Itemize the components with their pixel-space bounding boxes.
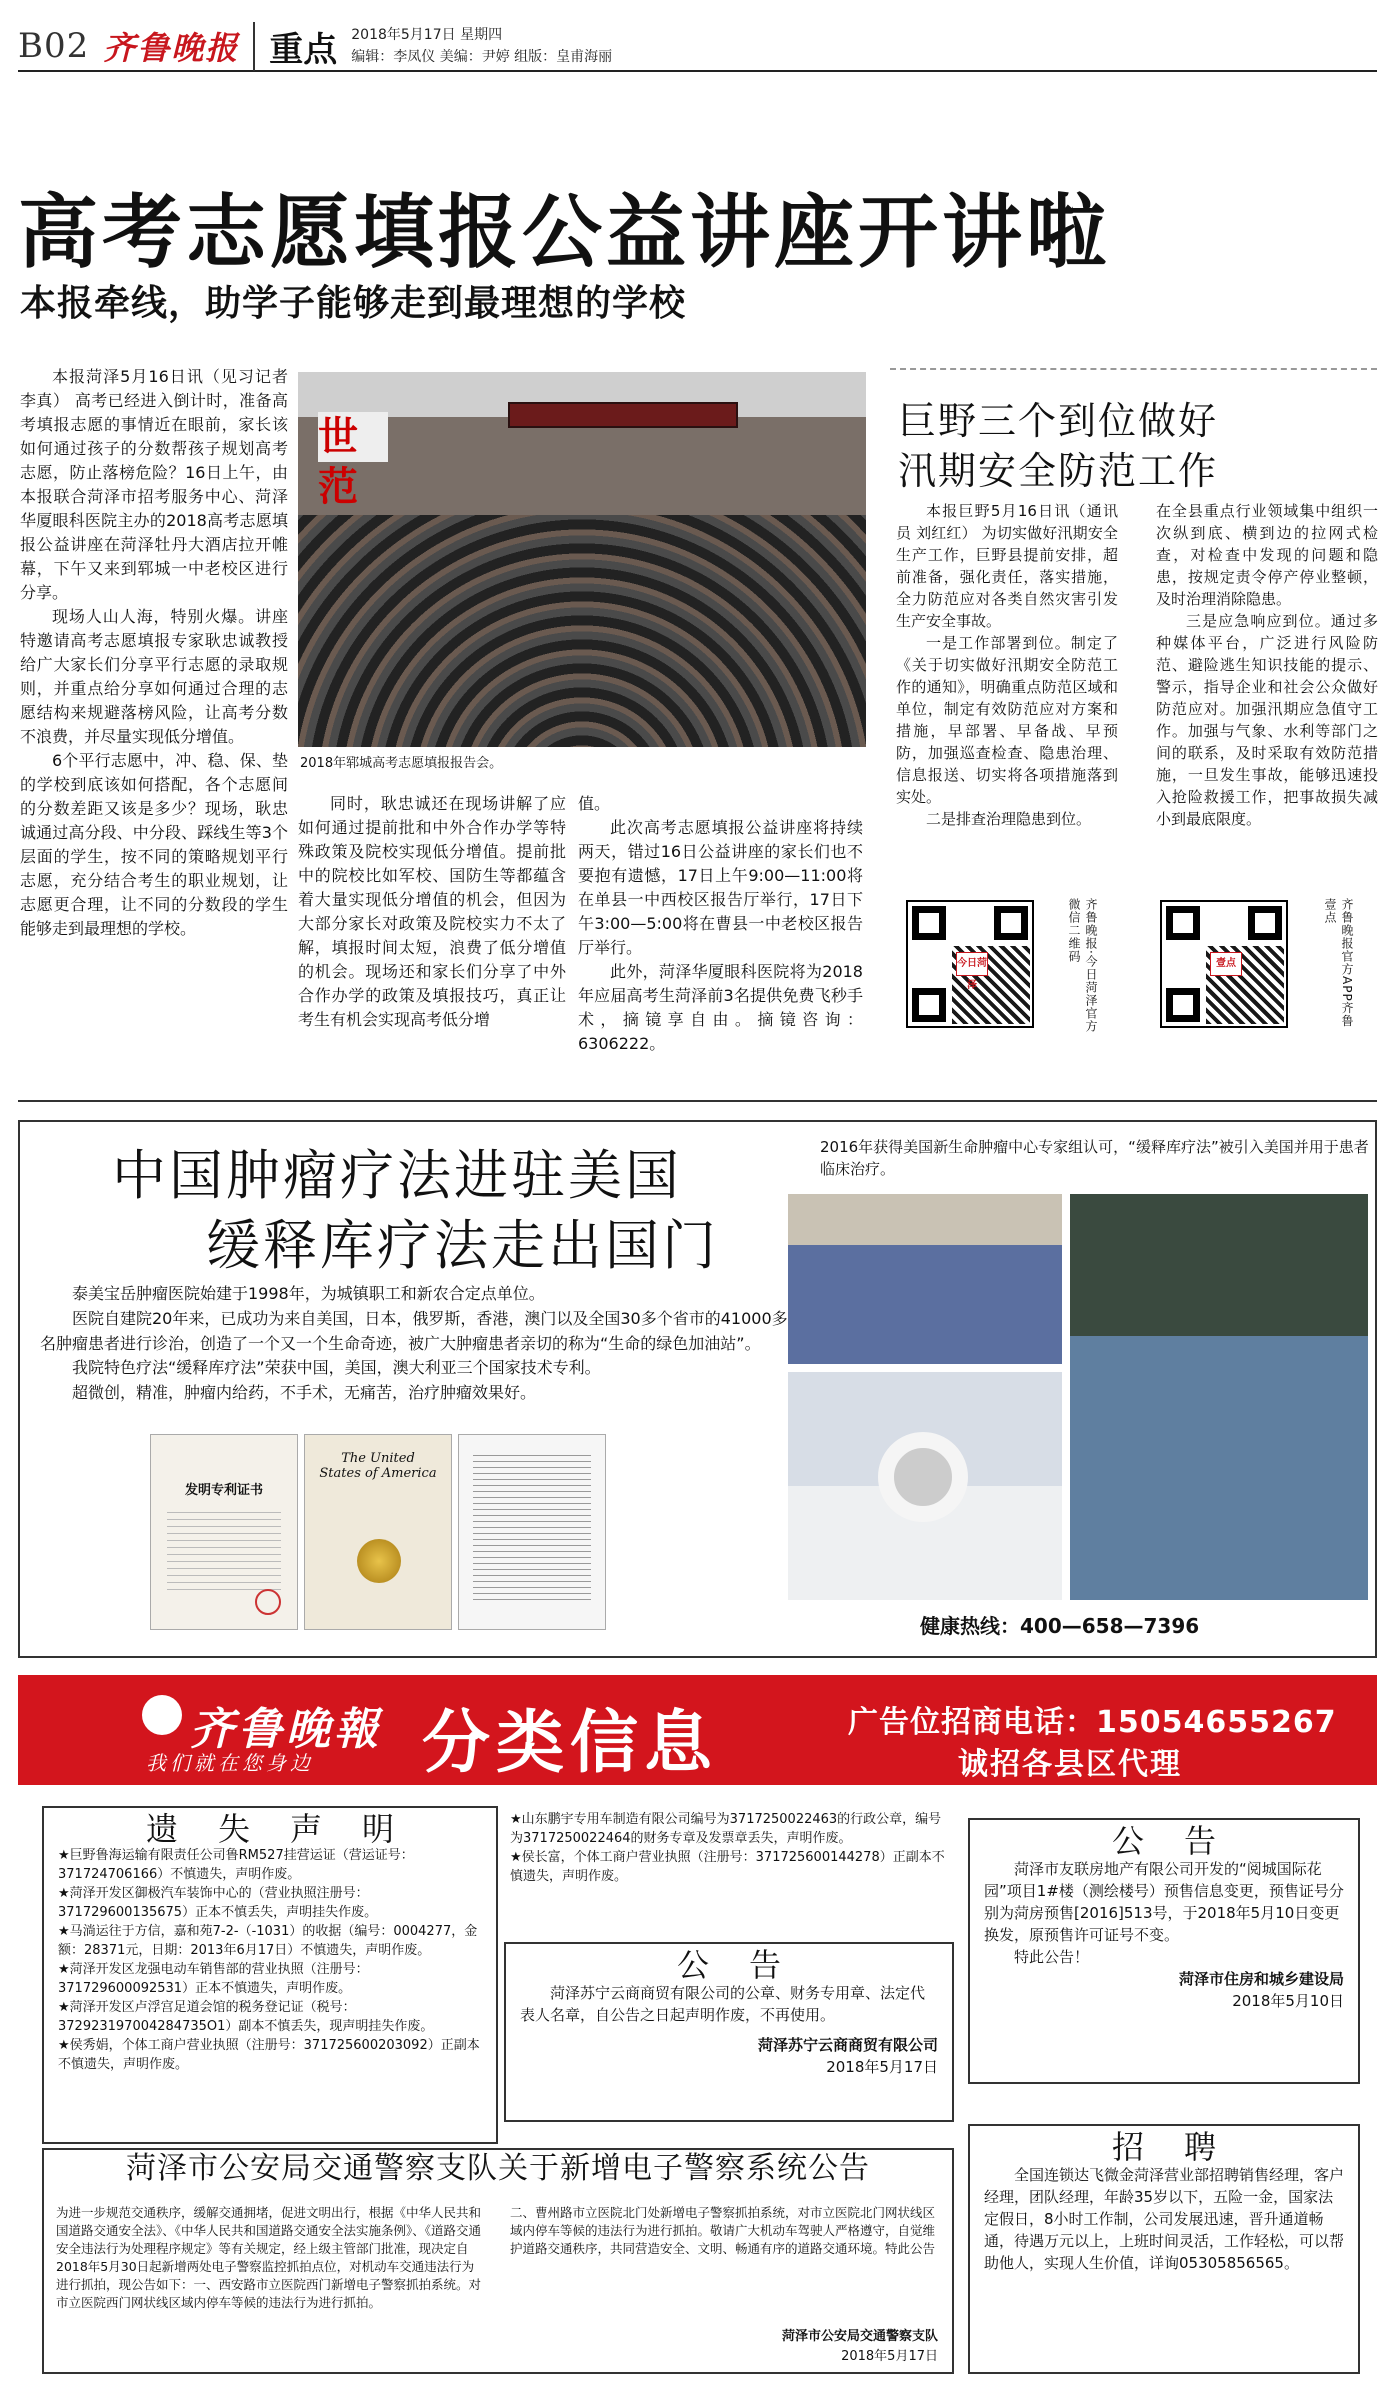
police-notice-left: 为进一步规范交通秩序，缓解交通拥堵，促进文明出行，根据《中华人民共和国道路交通安全法》、《中华人民共和国道路交通安全法实施条例》、《道路交通安全违法行为处理程序规定》等有关规定，经上级主管部门批准，现决定自2018年5月30日起新增两处电子警察监控抓拍点位，对机动车交通违法行为进行抓拍，现公告如下：一、西安路市立医院西门新增电子警察抓拍系统。对市立医院西门网状线区域内停车等候的违法行为进行抓拍。 (56, 2205, 482, 2310)
side-para: 三是应急响应到位。通过多种媒体平台，广泛进行风险防范、避险逃生知识技能的提示、警示，指导企业和社会公众做好防范应对。加强汛期应急值守工作。加强与气象、水利等部门之间的联系，及时采取有效防范措施，一旦发生事故，能够迅速投入抢险救援工作，把事故损失减小到最底限度。 (1156, 612, 1378, 828)
section-title: 重点 (253, 22, 337, 71)
ad-right-caption: 2016年获得美国新生命肿瘤中心专家组认可，“缓释库疗法”被引入美国并用于患者临床治疗。 (820, 1138, 1369, 1178)
notice-date: 2018年5月17日 (826, 2058, 938, 2076)
classified-banner (18, 1675, 1377, 1785)
paper-logo: 齐鲁晚报 (103, 29, 240, 67)
paper-emblem-icon (142, 1695, 182, 1735)
job-title: 招聘 (1111, 2128, 1256, 2166)
police-notice (42, 2148, 954, 2374)
surgery-photo (1070, 1194, 1368, 1600)
page-number: B02 (18, 26, 90, 66)
side-column-2 (1156, 500, 1378, 880)
lead-column-2 (298, 792, 566, 1067)
ad-para: 医院自建院20年来，已成功为来自美国，日本，俄罗斯，香港，澳门以及全国30多个省市的41000多名肿瘤患者进行诊治，创造了一个又一个生命奇迹，被广大肿瘤患者亲切的称为“生命的绿色加油站”。 (40, 1308, 788, 1353)
side-rule (890, 368, 1377, 370)
qr-center-label: 壹点 (1210, 952, 1242, 976)
notice-signature: 菏泽苏宁云商商贸有限公司 (757, 2036, 938, 2054)
notice-youlian (968, 1818, 1360, 2084)
certificate-title: 发明专利证书 (184, 1483, 263, 1498)
experts-photo (788, 1194, 1062, 1364)
banner-title: 分类信息 (422, 1704, 719, 1783)
notice-date: 2018年5月10日 (1232, 1992, 1344, 2010)
tumor-ad (18, 1120, 1377, 1658)
side-headline-2: 汛期安全防范工作 (898, 449, 1219, 493)
lost-item: ★菏泽开发区龙强电动车销售部的营业执照（注册号：371729600092531）正本不慎遗失，声明作废。 (58, 1962, 369, 1996)
ad-title-2: 缓释库疗法走出国门 (206, 1214, 719, 1277)
agent-recruit: 诚招各县区代理 (958, 1747, 1182, 1782)
ad-para: 泰美宝岳肿瘤医院始建于1998年，为城镇职工和新农合定点单位。 (72, 1284, 545, 1303)
lost-item: ★马淌运往于方信，嘉和苑7-2-（-1031）的收据（编号：0004277，金额：28371元，日期：2013年6月17日）不慎遗失，声明作废。 (58, 1924, 478, 1958)
health-hotline[interactable]: 健康热线：400—658—7396 (920, 1614, 1200, 1638)
banner-logo: 齐鲁晚報 (190, 1704, 382, 1755)
australia-patent-image (458, 1434, 606, 1630)
lead-para: 值。 (578, 794, 611, 813)
lead-para: 同时，耿忠诚还在现场讲解了应如何通过提前批和中外合作办学等特殊政策及院校实现低分增值。提前批中的院校比如军校、国防生等都蕴含着大量实现低分增值的机会，但因为大部分家长对政策及院校实力不太了解，填报时间太短，浪费了低分增值的机会。现场还和家长们分享了中外合作办学的政策及填报技巧，真正让考生有机会实现高考低分增 (298, 794, 566, 1029)
ad-title-1: 中国肿瘤疗法进驻美国 (112, 1144, 682, 1207)
lead-para: 此次高考志愿填报公益讲座将持续两天，错过16日公益讲座的家长们也不要抱有遗憾，17日上午9:00—11:00将在单县一中西校区报告厅举行，17日下午3:00—5:00将在曹县一中老校区报告厅举行。 (578, 818, 863, 957)
side-para: 本报巨野5月16日讯（通讯员 刘红红） 为切实做好汛期安全生产工作，巨野县提前安排，超前准备，强化责任，落实措施，全力防范应对各类自然灾害引发生产安全事故。 (896, 502, 1118, 630)
lead-column-1 (20, 365, 288, 1065)
photo-caption: 2018年郓城高考志愿填报报告会。 (300, 756, 503, 771)
section-divider (18, 1100, 1377, 1102)
wechat-qr-code[interactable] (906, 900, 1034, 1028)
lead-column-3 (578, 792, 863, 1067)
us-patent-image (304, 1434, 452, 1630)
lost-item: ★菏泽开发区御极汽车装饰中心的（营业执照注册号：371729600135675）正本不慎丢失，声明挂失作废。 (58, 1886, 378, 1920)
lead-para: 本报菏泽5月16日讯（见习记者 李真） 高考已经进入倒计时，准备高考填报志愿的事情近在眼前，家长该如何通过孩子的分数帮孩子规划高考志愿，防止落榜危险？16日上午，由本报联合菏泽市招考服务中心、菏泽华厦眼科医院主办的2018高考志愿填报公益讲座在菏泽牡丹大酒店拉开帷幕，下午又来到郓城一中老校区进行分享。 (20, 367, 288, 602)
page-header (18, 22, 1377, 72)
qr-center-label: 今日菏泽 (956, 952, 988, 976)
lead-subheadline: 本报牵线，助学子能够走到最理想的学校 (20, 283, 687, 324)
editors: 编辑：李凤仪 美编：尹婷 组版：皇甫海丽 (351, 49, 613, 65)
app-qr-code[interactable] (1160, 900, 1288, 1028)
lost-item: ★巨野鲁海运输有限责任公司鲁RM527挂营运证（营运证号：371724706166）不慎遗失，声明作废。 (58, 1848, 414, 1882)
notice-end: 特此公告！ (1014, 1948, 1090, 1966)
lost-title: 遗失声明 (145, 1810, 434, 1848)
lost-notices (42, 1806, 498, 2144)
header-meta (351, 24, 612, 68)
side-headline-1: 巨野三个到位做好 (898, 399, 1219, 443)
notice-title: 公告 (676, 1946, 821, 1984)
issue-date: 2018年5月17日 星期四 (351, 27, 503, 43)
notice-title: 公告 (1111, 1822, 1256, 1860)
notice-body: 菏泽苏宁云商商贸有限公司的公章、财务专用章、法定代表人名章，自公告之日起声明作废，不再使用。 (520, 1984, 926, 2024)
mid-notices (510, 1810, 950, 1886)
us-certificate-title: The United States of America (319, 1451, 437, 1481)
lost-item: ★山东鹏宇专用车制造有限公司编号为3717250022463的行政公章，编号为3717250022464的财务专章及发票章丢失，声明作废。 (510, 1812, 942, 1846)
lost-item: ★侯秀娟，个体工商户营业执照（注册号：371725600203092）正副本不慎遗失，声明作废。 (58, 2038, 480, 2072)
qr1-label: 齐鲁晚报·今日菏泽官方微信二维码 (1067, 898, 1098, 1033)
ad-para: 我院特色疗法“缓释库疗法”荣获中国，美国，澳大利亚三个国家技术专利。 (72, 1358, 601, 1378)
notice-suning (504, 1942, 954, 2122)
lost-item: ★菏泽开发区卢浮宫足道会馆的税务登记证（税号：372923197004284735O1）副本不慎丢失，现声明挂失作废。 (58, 2000, 434, 2034)
ad-body (40, 1282, 800, 1406)
police-notice-right: 二、曹州路市立医院北门处新增电子警察抓拍系统，对市立医院北门网状线区域内停车等候的违法行为进行抓拍。敬请广大机动车驾驶人严格遵守，自觉维护道路交通秩序，共同营造安全、文明、畅通有序的道路交通环境。特此公告 (510, 2205, 936, 2256)
side-column-1 (896, 500, 1118, 880)
ad-hotline[interactable]: 广告位招商电话：15054655267 (848, 1705, 1337, 1740)
lecture-photo: 世范 (298, 372, 866, 747)
ct-room-photo (788, 1372, 1062, 1600)
job-ad (968, 2124, 1360, 2374)
lead-para: 现场人山人海，特别火爆。讲座特邀请高考志愿填报专家耿忠诚教授给广大家长们分享平行志愿的录取规则，并重点给分享如何通过合理的志愿结构来规避落榜风险，让高考分数不浪费，并尽量实现低分增值。 (20, 607, 288, 746)
patent-certificate-image (150, 1434, 298, 1630)
job-body: 全国连锁达飞微金菏泽营业部招聘销售经理，客户经理，团队经理，年龄35岁以下，五险一金，国家法定假日，8小时工作制，公司发展迅速，晋升通道畅通，待遇万元以上，上班时间灵活，工作轻松，可以帮助他人，实现人生价值，详询05305856565。 (984, 2166, 1345, 2272)
notice-signature: 菏泽市住房和城乡建设局 (1178, 1970, 1344, 1988)
side-para: 一是工作部署到位。制定了《关于切实做好汛期安全防范工作的通知》，明确重点防范区域和单位，制定有效防范应对方案和措施，早部署、早备战、早预防，加强巡查检查、隐患治理、信息报送、切实将各项措施落到实处。 (896, 634, 1118, 806)
notice-body: 菏泽市友联房地产有限公司开发的“阅城国际花园”项目1#楼（测绘楼号）预售信息变更，预售证号分别为菏房预售[2016]513号，于2018年5月10日变更换发，原预售许可证号不变。 (984, 1860, 1344, 1944)
lead-para: 6个平行志愿中，冲、稳、保、垫的学校到底该如何搭配，各个志愿间的分数差距又该是多少？现场，耿忠诚通过高分段、中分段、踩线生等3个层面的学生，按不同的策略规划平行志愿，充分结合考生的职业规划，让志愿更合理，让不同的分数段的学生能够走到最理想的学校。 (20, 751, 288, 938)
police-signature: 菏泽市公安局交通警察支队 (781, 2329, 938, 2344)
qr2-label: 齐鲁晚报官方APP齐鲁壹点 (1323, 898, 1354, 1028)
lead-headline: 高考志愿填报公益讲座开讲啦 (18, 186, 1110, 279)
lost-item: ★侯长富，个体工商户营业执照（注册号：371725600144278）正副本不慎遗失，声明作废。 (510, 1850, 945, 1884)
police-date: 2018年5月17日 (841, 2349, 938, 2364)
banner-slogan: 我们就在您身边 (146, 1751, 314, 1775)
side-para: 二是排查治理隐患到位。 (926, 810, 1092, 828)
side-para: 在全县重点行业领域集中组织一次纵到底、横到边的拉网式检查，对检查中发现的问题和隐患，按规定责令停产停业整顿，及时治理消除隐患。 (1156, 502, 1378, 608)
police-notice-title: 菏泽市公安局交通警察支队关于新增电子警察系统公告 (126, 2151, 870, 2186)
lead-para: 此外，菏泽华厦眼科医院将为2018年应届高考生菏泽前3名提供免费飞秒手术，摘镜享自由。摘镜咨询：6306222。 (578, 962, 863, 1053)
ad-para: 超微创，精准，肿瘤内给药，不手术，无痛苦，治疗肿瘤效果好。 (72, 1383, 537, 1403)
